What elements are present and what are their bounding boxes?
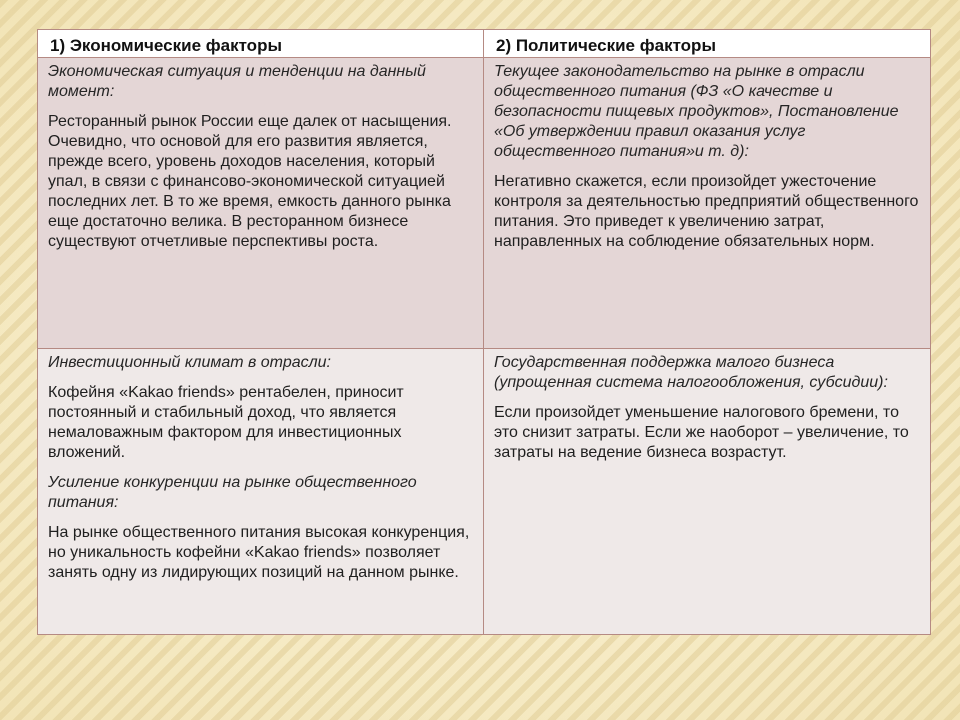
state-support-subtitle: Государственная поддержка малого бизнеса (упрощенная система налогообложения, субсидии):	[494, 354, 888, 391]
cell-state-support	[484, 349, 931, 635]
economic-situation-text: Ресторанный рынок России еще далек от насыщения. Очевидно, что основой для его развития является, прежде всего, уровень доходов населения, который упал, в связи с финансово-экономической ситуацией последних лет. В то же время, емкость данного рынка еще достаточно велика. В ресторанном бизнесе существуют отчетливые перспективы роста.	[48, 113, 452, 250]
economic-situation-subtitle: Экономическая ситуация и тенденции на данный момент:	[48, 63, 426, 100]
cell-legislation	[484, 58, 931, 349]
table-header-row	[38, 30, 931, 58]
pest-table	[37, 29, 931, 635]
competition-subtitle: Усиление конкуренции на рынке общественного питания:	[48, 474, 417, 511]
header-economic-factors: 1) Экономические факторы	[38, 30, 484, 58]
legislation-subtitle: Текущее законодательство на рынке в отрасли общественного питания (ФЗ «О качестве и безопасности пищевых продуктов», Постановление «Об утверждении правил оказания услуг общественного питания»и т. д):	[494, 63, 899, 160]
table-row	[38, 58, 931, 349]
table-row	[38, 349, 931, 635]
competition-text: На рынке общественного питания высокая конкуренция, но уникальность кофейни «Kakao friends» позволяет занять одну из лидирующих позиций на данном рынке.	[48, 524, 470, 581]
cell-investment-climate	[38, 349, 484, 635]
investment-climate-text: Кофейня «Kakao friends» рентабелен, приносит постоянный и стабильный доход, что является немаловажным фактором для инвестиционных вложений.	[48, 384, 404, 461]
legislation-text: Негативно скажется, если произойдет ужесточение контроля за деятельностью предприятий общественного питания. Это приведет к увеличению затрат, направленных на соблюдение обязательных норм.	[494, 173, 919, 250]
investment-climate-subtitle: Инвестиционный климат в отрасли:	[48, 354, 331, 371]
cell-economic-situation	[38, 58, 484, 349]
state-support-text: Если произойдет уменьшение налогового бремени, то это снизит затраты. Если же наоборот – увеличение, то затраты на ведение бизнеса возрастут.	[494, 404, 909, 461]
header-political-factors: 2) Политические факторы	[484, 30, 931, 58]
